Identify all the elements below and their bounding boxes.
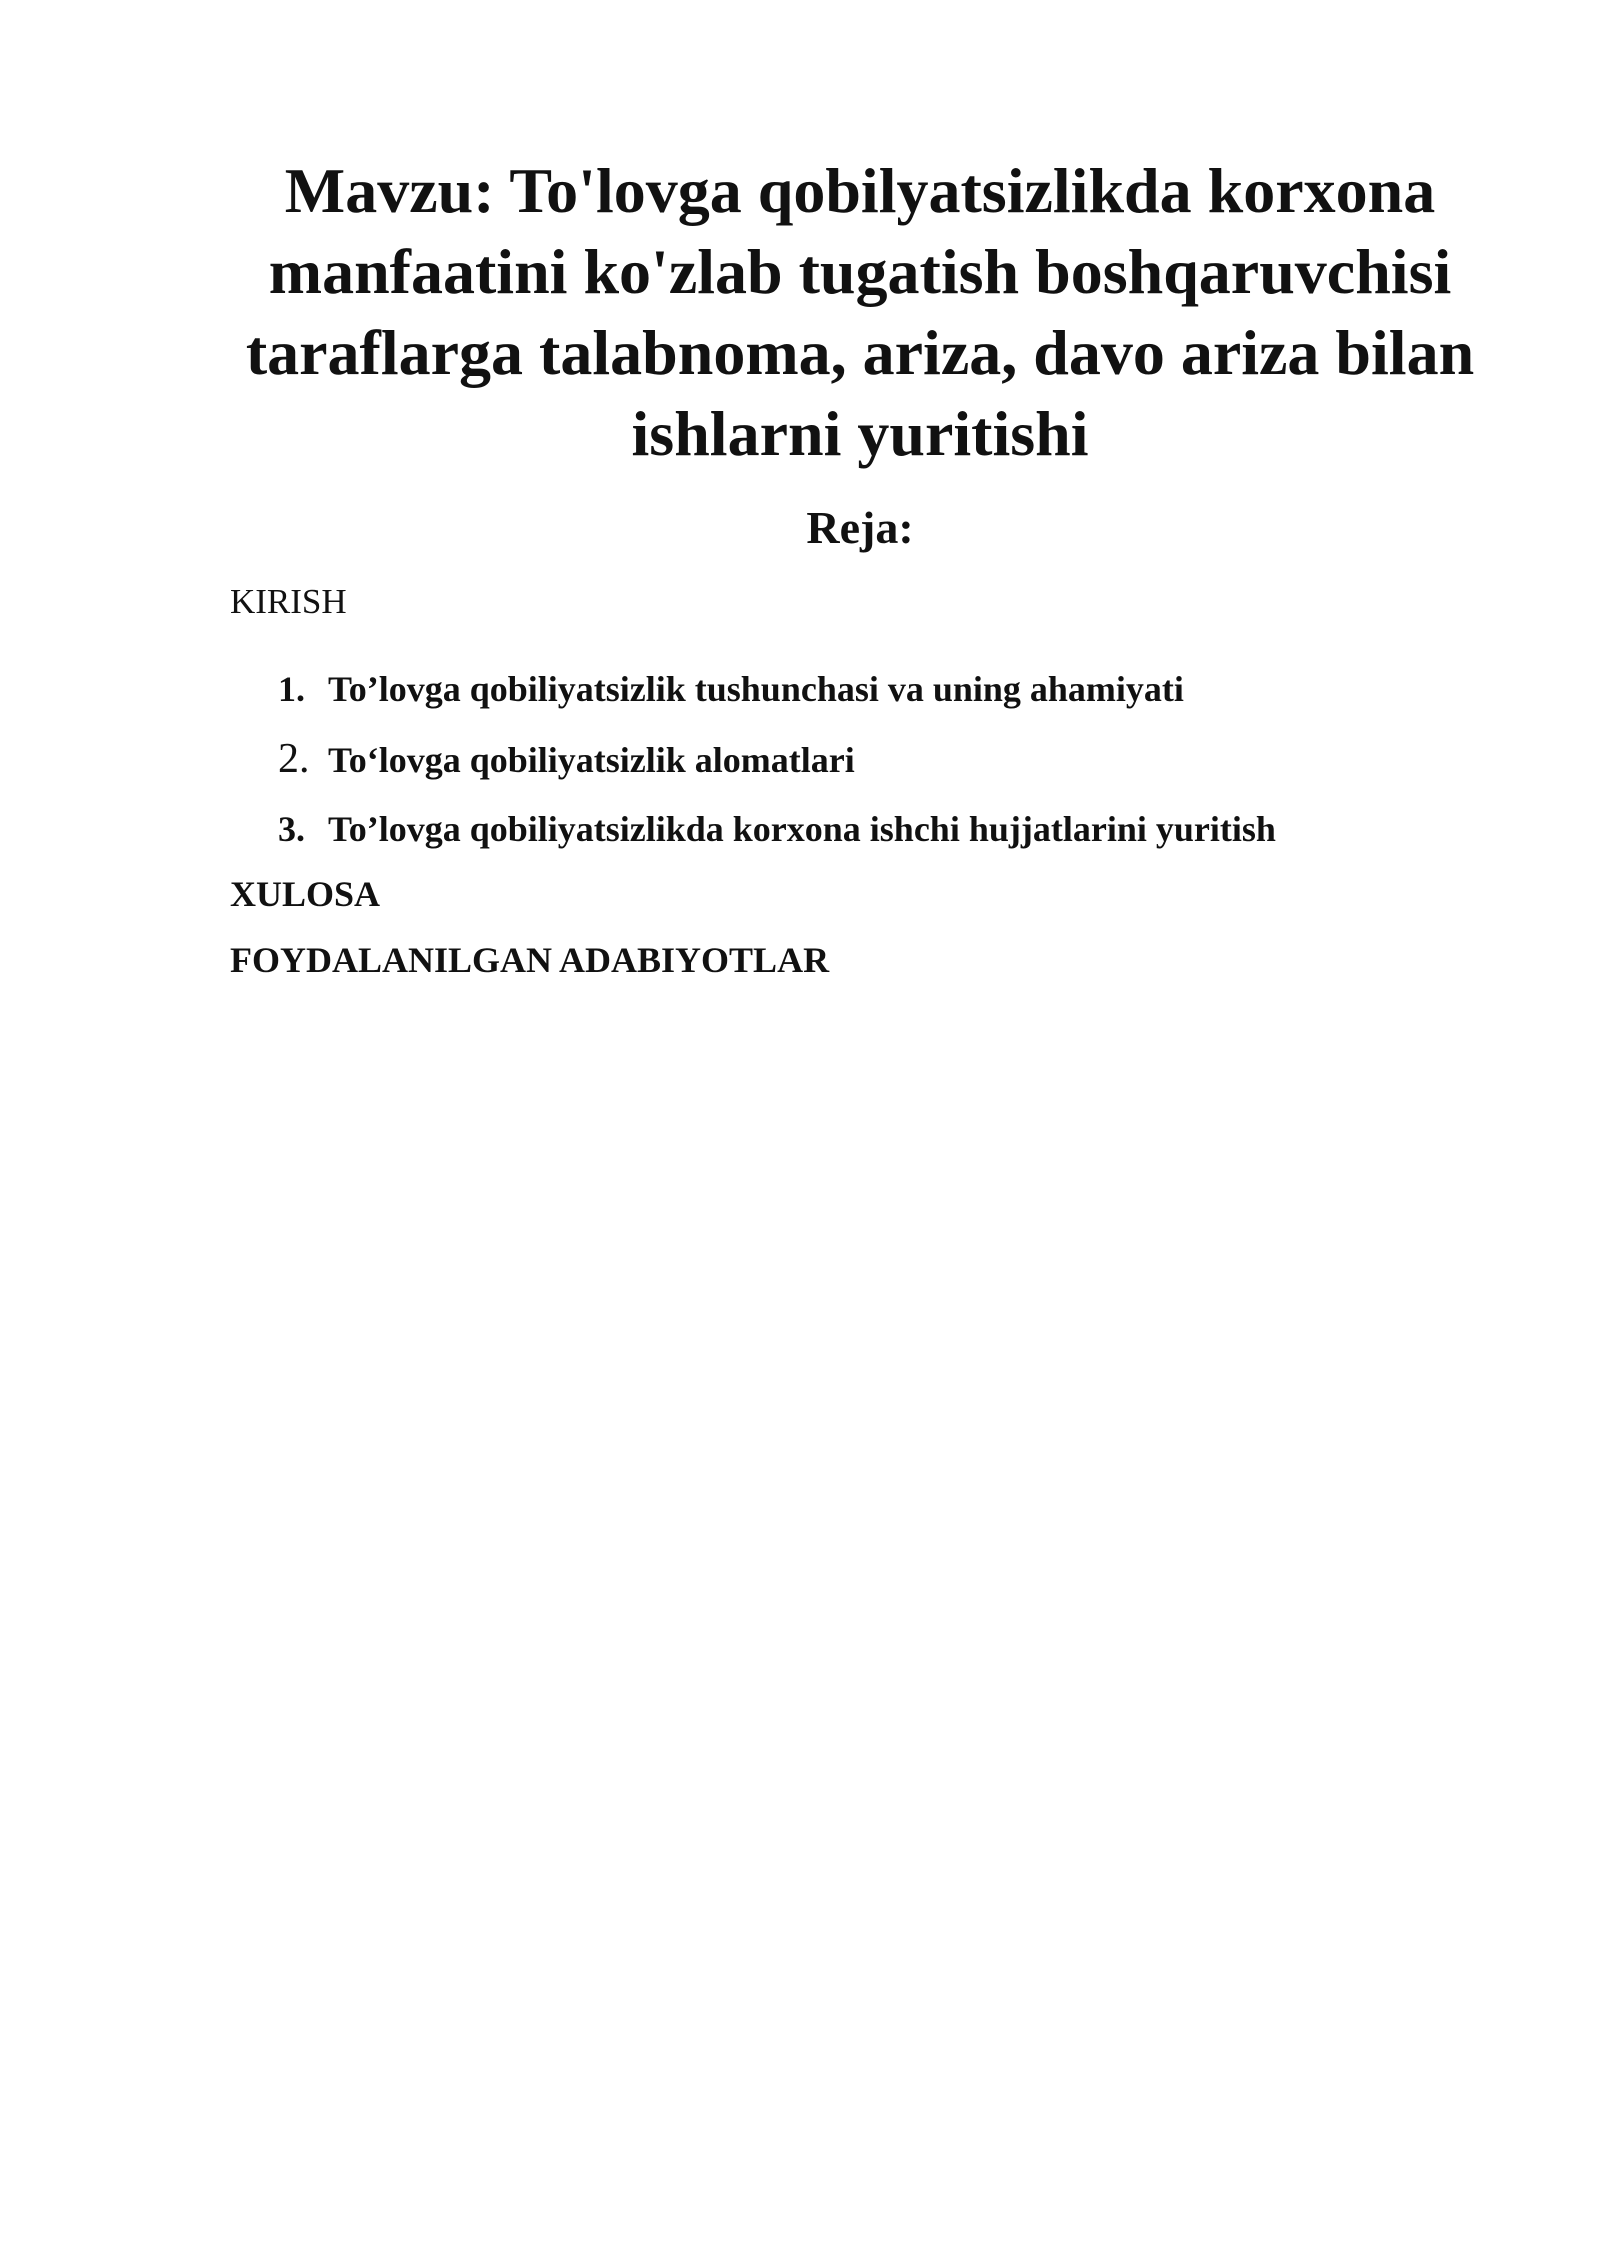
outline-item-number: 2. xyxy=(278,736,310,782)
outline-item-number: 1. xyxy=(278,669,305,709)
title-line: Mavzu: To'lovga qobilyatsizlikda korxona xyxy=(284,155,1436,226)
title-line: manfaatini ko'zlab tugatish boshqaruvchisi xyxy=(268,236,1452,307)
outline-item-text: To‘lovga qobiliyatsizlik alomatlari xyxy=(328,740,855,780)
outline-item-text: To’lovga qobiliyatsizlikda korxona ishchi hujjatlarini yuritish xyxy=(328,809,1276,849)
title-line: taraflarga talabnoma, ariza, davo ariza bilan xyxy=(245,317,1475,388)
outline-item xyxy=(278,668,1184,710)
plan-heading: Reja: xyxy=(806,502,914,553)
title-line: ishlarni yuritishi xyxy=(631,398,1089,469)
document-title xyxy=(200,150,1520,474)
outline-item-number: 3. xyxy=(278,809,305,849)
intro-heading: KIRISH xyxy=(230,582,347,621)
outline-item-text: To’lovga qobiliyatsizlik tushunchasi va uning ahamiyati xyxy=(328,669,1184,709)
outline-item xyxy=(278,808,1276,850)
outline-item xyxy=(278,738,855,781)
conclusion-heading: XULOSA xyxy=(230,874,381,914)
references-heading: FOYDALANILGAN ADABIYOTLAR xyxy=(230,940,830,980)
